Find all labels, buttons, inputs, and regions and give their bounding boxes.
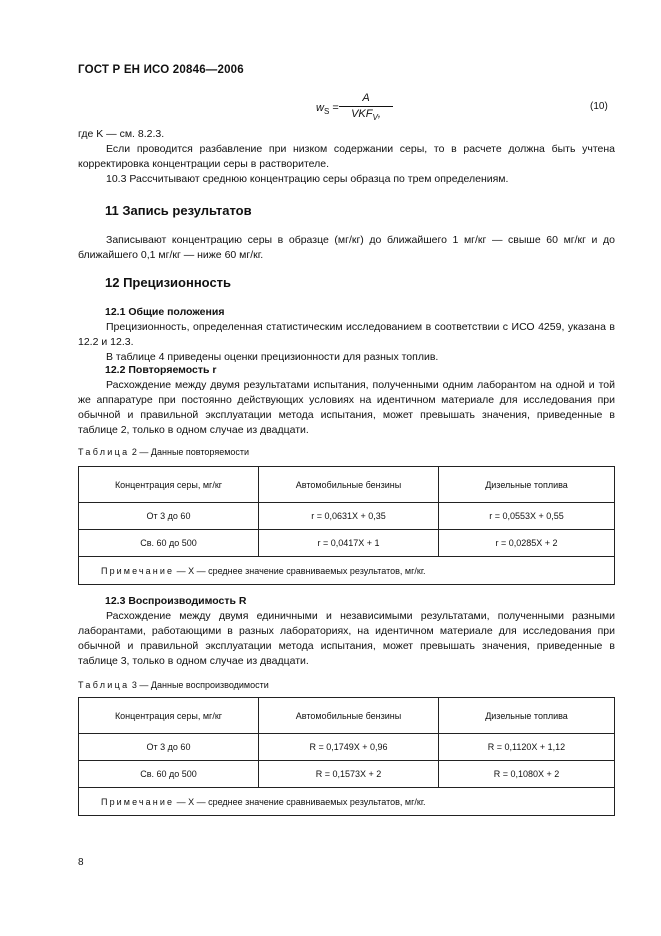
subsection-12-3-title: 12.3 Воспроизводимость R — [105, 595, 247, 607]
paragraph-10-3: 10.3 Рассчитывают среднюю концентрацию серы образца по трем определениям. — [106, 173, 509, 185]
section-11-title: 11 Запись результатов — [105, 203, 252, 218]
table-cell: r = 0,0631X + 0,35 — [259, 503, 439, 530]
section-11-text: Записывают концентрацию серы в образце (мг/кг) до ближайшего 1 мг/кг — свыше 60 мг/кг и до ближайшего 0,1 мг/кг — ниже 60 мг/кг. — [78, 234, 615, 261]
table-cell: r = 0,0285X + 2 — [439, 530, 615, 557]
table-cell: R = 0,1749X + 0,96 — [259, 734, 439, 761]
subsection-12-1-paragraph-2: В таблице 4 приведены оценки прецизионности для разных топлив. — [106, 351, 439, 363]
table-row — [79, 503, 615, 530]
table-cell: R = 0,1080X + 2 — [439, 761, 615, 788]
table-header-row — [79, 698, 615, 734]
table-3-caption: Таблица 3 — Данные воспроизводимости — [78, 680, 269, 690]
table-row — [79, 734, 615, 761]
table-note-row — [79, 557, 615, 585]
table-cell: От 3 до 60 — [79, 503, 259, 530]
table-row — [79, 761, 615, 788]
table-row — [79, 530, 615, 557]
table-note: Примечание — X — среднее значение сравниваемых результатов, мг/кг. — [79, 788, 615, 816]
paragraph-dilution: Если проводится разбавление при низком содержании серы, то в расчете должна быть учтена корректировка концентрации серы в растворителе. — [78, 143, 615, 170]
table-2-repeatability — [78, 466, 615, 585]
table-cell: Св. 60 до 500 — [79, 761, 259, 788]
table-2-caption: Таблица 2 — Данные повторяемости — [78, 447, 250, 457]
page-number: 8 — [78, 857, 84, 868]
table-cell: R = 0,1573X + 2 — [259, 761, 439, 788]
column-header-concentration: Концентрация серы, мг/кг — [79, 698, 259, 734]
equation-number: (10) — [590, 101, 608, 112]
table-cell: r = 0,0417X + 1 — [259, 530, 439, 557]
column-header-diesel: Дизельные топлива — [439, 698, 615, 734]
subsection-12-1-paragraph-1: Прецизионность, определенная статистическим исследованием в соответствии с ИСО 4259, указана в 12.2 и 12.3. — [78, 321, 615, 348]
section-12-title: 12 Прецизионность — [105, 275, 232, 290]
fraction-bar — [339, 106, 393, 107]
column-header-gasoline: Автомобильные бензины — [259, 698, 439, 734]
column-header-gasoline: Автомобильные бензины — [259, 467, 439, 503]
column-header-diesel: Дизельные топлива — [439, 467, 615, 503]
table-header-row — [79, 467, 615, 503]
subsection-12-1-title: 12.1 Общие положения — [105, 306, 225, 318]
formula-denominator: $VKF_V$, — [351, 108, 381, 123]
table-cell: r = 0,0553X + 0,55 — [439, 503, 615, 530]
table-note-row — [79, 788, 615, 816]
document-header: ГОСТ Р ЕН ИСО 20846—2006 — [78, 64, 244, 76]
table-3-reproducibility — [78, 697, 615, 816]
formula-numerator: A — [362, 92, 370, 104]
column-header-concentration: Концентрация серы, мг/кг — [79, 467, 259, 503]
table-cell: От 3 до 60 — [79, 734, 259, 761]
formula-fraction — [339, 92, 393, 124]
subsection-12-3-text: Расхождение между двумя единичными и независимыми результатами, полученными разными лаборантами, работающими в разных лабораториях, на идентичном материале для исследования при обычной и правильной эксплуатации метода испытания, может превышать значения, приведенные в таблице 3, только в одном случае из двадцати. — [78, 610, 615, 667]
subsection-12-2-text: Расхождение между двумя результатами испытания, полученными одним лаборантом на одной и той же аппаратуре при постоянно действующих условиях на идентичном материале для исследования при обычной и правильной эксплуатации метода испытания, может превышать значения, приведенные в таблице 2, только в одном случае из двадцати. — [78, 379, 615, 436]
table-cell: Св. 60 до 500 — [79, 530, 259, 557]
table-note: Примечание — X — среднее значение сравниваемых результатов, мг/кг. — [79, 557, 615, 585]
table-cell: R = 0,1120X + 1,12 — [439, 734, 615, 761]
where-line: где K — см. 8.2.3. — [78, 128, 165, 140]
formula-lhs: $w_S$ = — [316, 102, 339, 117]
subsection-12-2-title: 12.2 Повторяемость r — [105, 364, 217, 376]
